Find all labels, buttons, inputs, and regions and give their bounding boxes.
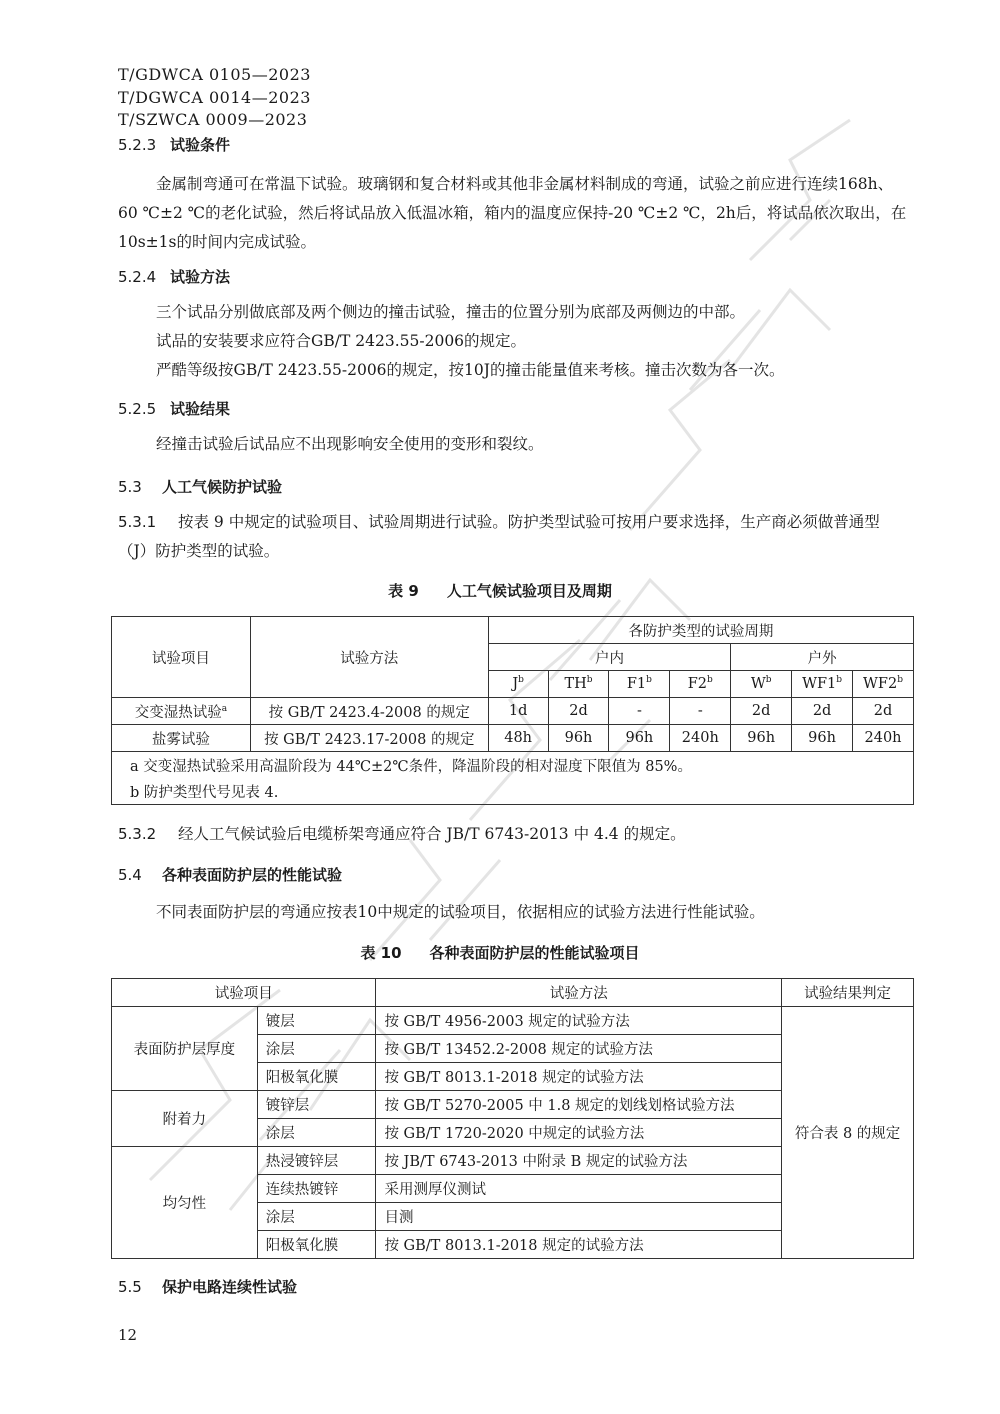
table-row: 交变湿热试验$^a$ 按 GB/T 2423.4-2008 的规定 1d 2d - - 2d 2d 2d bbox=[112, 698, 914, 725]
table-10-caption: 表 10 各种表面防护层的性能试验项目 bbox=[360, 944, 640, 962]
header-test-result: 试验结果判定 bbox=[782, 979, 914, 1007]
heading-5-2-3: 5.2.3 试验条件 bbox=[118, 136, 231, 154]
page-number: 12 bbox=[118, 1326, 138, 1344]
header-outdoor: 户外 bbox=[731, 644, 914, 671]
paragraph-5-2-3: 金属制弯通可在常温下试验。玻璃钢和复合材料或其他非金属材料制成的弯通，试验之前应进行连续168h、60 ℃±2 ℃的老化试验，然后将试品放入低温冰箱，箱内的温度应保持-20 ℃±2 ℃，2h后，将试品依次取出，在10s±1s的时间内完成试验。 bbox=[118, 175, 907, 251]
header-indoor: 户内 bbox=[488, 644, 731, 671]
type-header: $TH^b$ bbox=[548, 671, 609, 698]
paragraph-5-3-1: 5.3.1 按表 9 中规定的试验项目、试验周期进行试验。防护类型试验可按用户要求选择，生产商必须做普通型（J）防护类型的试验。 bbox=[118, 513, 880, 560]
table-row: 阳极氧化膜 按 GB/T 8013.1-2018 规定的试验方法 bbox=[112, 1231, 914, 1259]
header-test-period: 各防护类型的试验周期 bbox=[488, 617, 913, 644]
header-test-item: 试验项目 bbox=[112, 617, 251, 698]
table-note: b 防护类型代号见表 4. bbox=[112, 778, 914, 805]
paragraph-5-4: 不同表面防护层的弯通应按表10中规定的试验项目，依据相应的试验方法进行性能试验。 bbox=[156, 903, 765, 921]
standard-code: T/DGWCA 0014—2023 bbox=[118, 87, 311, 107]
table-9-caption: 表 9 人工气候试验项目及周期 bbox=[388, 582, 612, 600]
table-row: 涂层 按 GB/T 1720-2020 中规定的试验方法 bbox=[112, 1119, 914, 1147]
type-header: WF1$^b$ bbox=[792, 671, 853, 698]
table-row: 盐雾试验 按 GB/T 2423.17-2008 的规定 48h 96h 96h 240h 96h 96h 240h bbox=[112, 725, 914, 752]
heading-5-5: 5.5 保护电路连续性试验 bbox=[118, 1278, 298, 1296]
heading-5-2-5: 5.2.5 试验结果 bbox=[118, 400, 231, 418]
table-9 bbox=[111, 616, 914, 805]
table-row: 均匀性 热浸镀锌层 按 JB/T 6743-2013 中附录 B 规定的试验方法 bbox=[112, 1147, 914, 1175]
header-test-method: 试验方法 bbox=[376, 979, 782, 1007]
result-cell: 符合表 8 的规定 bbox=[782, 1007, 914, 1259]
group-label: 附着力 bbox=[112, 1091, 258, 1147]
standard-code: T/GDWCA 0105—2023 bbox=[118, 65, 311, 84]
heading-5-3: 5.3 人工气候防护试验 bbox=[118, 478, 283, 496]
heading-5-4: 5.4 各种表面防护层的性能试验 bbox=[118, 866, 343, 884]
table-row: 表面防护层厚度 镀层 按 GB/T 4956-2003 规定的试验方法 符合表 8 的规定 bbox=[112, 1007, 914, 1035]
type-header: WF2$^b$ bbox=[853, 671, 914, 698]
header-test-method: 试验方法 bbox=[250, 617, 488, 698]
table-row: 连续热镀锌 采用测厚仪测试 bbox=[112, 1175, 914, 1203]
paragraph-5-2-4 bbox=[118, 298, 908, 385]
group-label: 均匀性 bbox=[112, 1147, 258, 1259]
standard-code: T/SZWCA 0009—2023 bbox=[118, 110, 308, 129]
paragraph-5-3-2: 5.3.2 经人工气候试验后电缆桥架弯通应符合 JB/T 6743-2013 中 4.4 的规定。 bbox=[118, 825, 686, 843]
type-header: F2$^b$ bbox=[670, 671, 731, 698]
group-label: 表面防护层厚度 bbox=[112, 1007, 258, 1091]
table-row: 涂层 按 GB/T 13452.2-2008 规定的试验方法 bbox=[112, 1035, 914, 1063]
table-row: 附着力 镀锌层 按 GB/T 5270-2005 中 1.8 规定的划线划格试验方法 bbox=[112, 1091, 914, 1119]
table-row: 涂层 目测 bbox=[112, 1203, 914, 1231]
document-codes bbox=[118, 64, 311, 132]
paragraph-line: 严酷等级按GB/T 2423.55-2006的规定，按10J的撞击能量值来考核。撞击次数为各一次。 bbox=[156, 361, 785, 379]
table-row: 阳极氧化膜 按 GB/T 8013.1-2018 规定的试验方法 bbox=[112, 1063, 914, 1091]
type-header: F1$^b$ bbox=[609, 671, 670, 698]
type-header: $W^b$ bbox=[731, 671, 792, 698]
paragraph-line: 三个试品分别做底部及两个侧边的撞击试验，撞击的位置分别为底部及两侧边的中部。 bbox=[156, 303, 746, 321]
header-test-item: 试验项目 bbox=[112, 979, 376, 1007]
paragraph-line: 试品的安装要求应符合GB/T 2423.55-2006的规定。 bbox=[156, 332, 527, 350]
table-10 bbox=[111, 978, 914, 1259]
heading-5-2-4: 5.2.4 试验方法 bbox=[118, 268, 231, 286]
type-header: $J^b$ bbox=[488, 671, 548, 698]
table-note: a 交变湿热试验采用高温阶段为 44℃±2℃条件，降温阶段的相对湿度下限值为 85%。 bbox=[112, 752, 914, 779]
paragraph-5-2-5: 经撞击试验后试品应不出现影响安全使用的变形和裂纹。 bbox=[156, 435, 544, 453]
